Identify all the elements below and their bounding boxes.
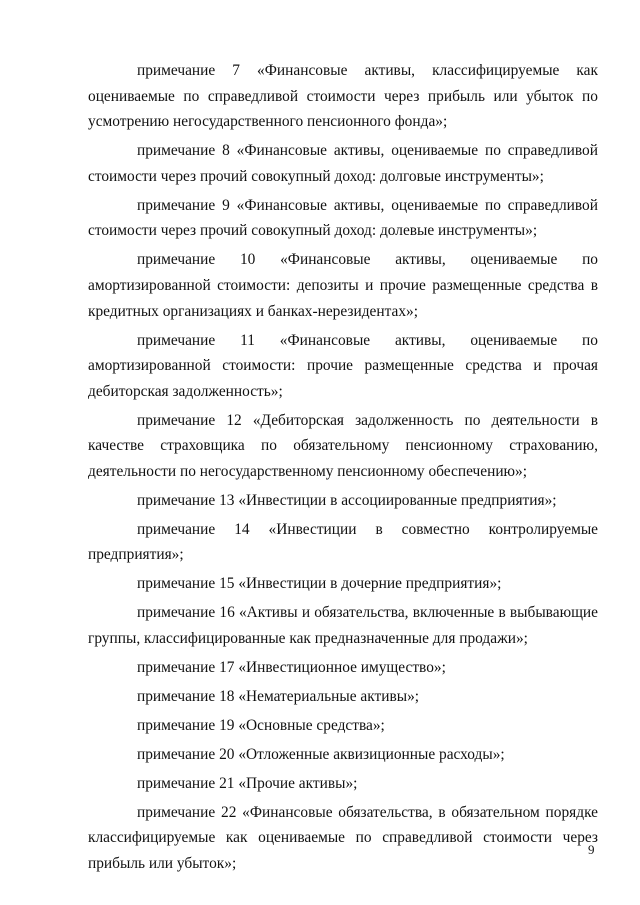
note-paragraph-14: примечание 14 «Инвестиции в совместно контролируемые предприятия»; [88,520,598,564]
note-paragraph-20: примечание 20 «Отложенные аквизиционные расходы»; [137,745,505,763]
note-paragraph-18: примечание 18 «Нематериальные активы»; [137,687,420,705]
note-paragraph-10: примечание 10 «Финансовые активы, оцениваемые по амортизированной стоимости: депозиты и прочие размещенные средства в кредитных организациях и банках-нерезидентах»; [88,251,598,320]
note-paragraph-9: примечание 9 «Финансовые активы, оцениваемые по справедливой стоимости через прочий совокупный доход: долевые инструменты»; [88,196,598,240]
note-paragraph-13: примечание 13 «Инвестиции в ассоциированные предприятия»; [137,491,557,509]
page-number: 9 [588,842,595,857]
note-paragraph-12: примечание 12 «Дебиторская задолженность по деятельности в качестве страховщика по обязательному пенсионному страхованию, деятельности по негосударственному пенсионному обеспечению»; [88,411,598,480]
notes-list [88,58,598,880]
note-paragraph-19: примечание 19 «Основные средства»; [137,716,385,734]
note-paragraph-15: примечание 15 «Инвестиции в дочерние предприятия»; [137,575,502,593]
note-paragraph-21: примечание 21 «Прочие активы»; [137,774,358,792]
note-paragraph-22: примечание 22 «Финансовые обязательства, в обязательном порядке классифицируемые как оцениваемые по справедливой стоимости через прибыль или убыток»; [88,803,598,873]
note-paragraph-16: примечание 16 «Активы и обязательства, включенные в выбывающие группы, классифицированные как предназначенные для продажи»; [88,604,598,647]
note-paragraph-17: примечание 17 «Инвестиционное имущество»; [137,658,446,676]
note-paragraph-7: примечание 7 «Финансовые активы, классифицируемые как оцениваемые по справедливой стоимости через прибыль или убыток по усмотрению негосударственного пенсионного фонда»; [88,62,598,131]
note-paragraph-11: примечание 11 «Финансовые активы, оцениваемые по амортизированной стоимости: прочие размещенные средства и прочая дебиторская задолженность»; [88,331,598,400]
note-paragraph-8: примечание 8 «Финансовые активы, оцениваемые по справедливой стоимости через прочий совокупный доход: долговые инструменты»; [88,142,598,185]
